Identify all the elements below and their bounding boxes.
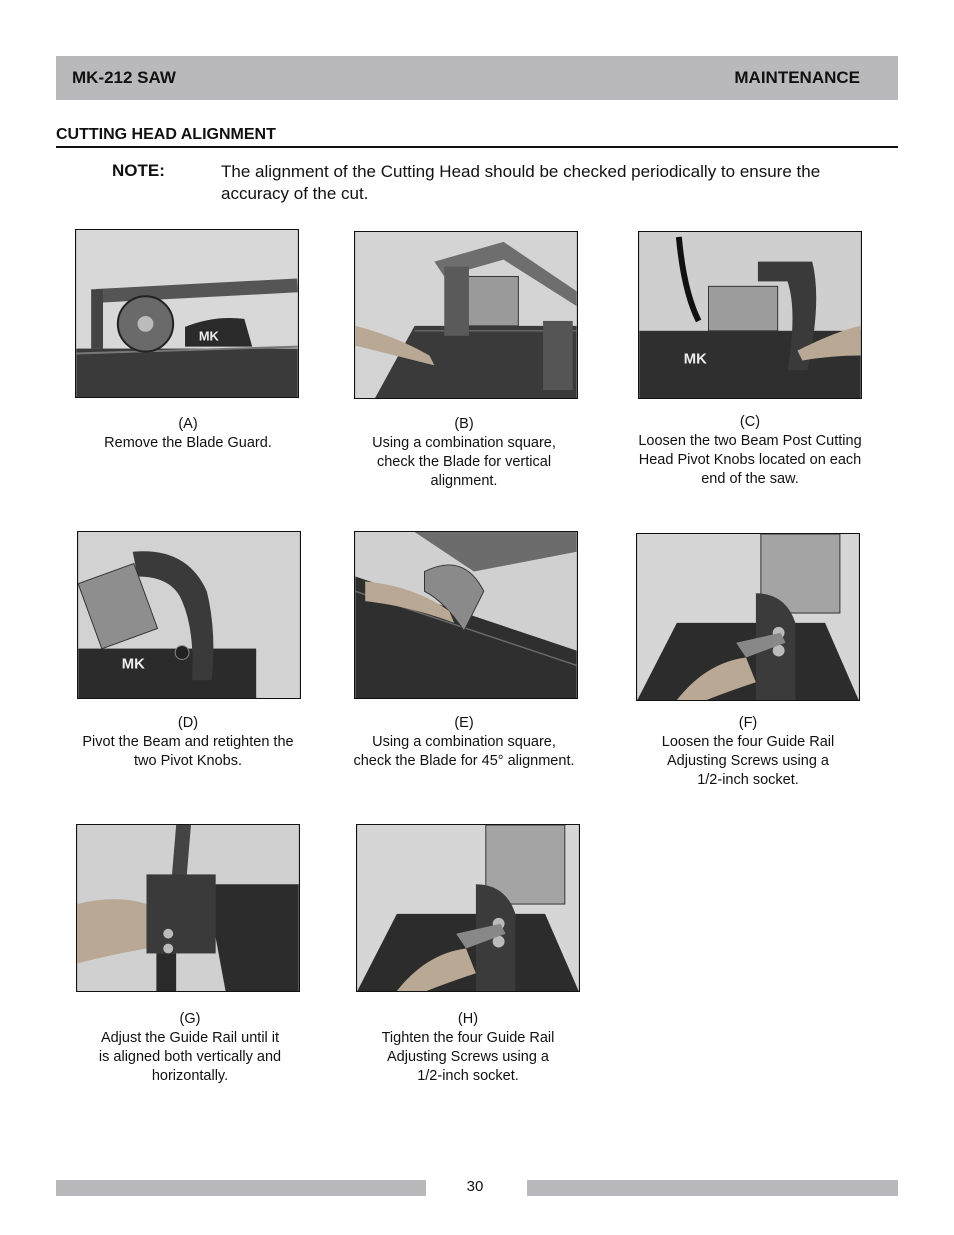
caption-letter: (C): [739, 414, 761, 430]
caption-text: Using a combination square, check the Blade for 45° alignment.: [353, 734, 575, 769]
caption-d: [58, 714, 318, 771]
note-text: The alignment of the Cutting Head should be checked periodically to ensure the accuracy of the cut.: [221, 162, 821, 203]
photo-h: [356, 824, 580, 992]
caption-letter: (D): [177, 715, 199, 731]
header-section: MAINTENANCE: [734, 68, 860, 87]
caption-text: Pivot the Beam and retighten the two Pivot Knobs.: [82, 734, 294, 769]
caption-letter: (B): [454, 416, 474, 432]
photo-e: [354, 531, 578, 699]
caption-c: [620, 413, 880, 489]
caption-text: Remove the Blade Guard.: [104, 435, 272, 451]
photo-d: [77, 531, 301, 699]
caption-letter: (A): [178, 416, 198, 432]
section-title: CUTTING HEAD ALIGNMENT: [56, 126, 898, 148]
svg-text:MK: MK: [683, 351, 707, 368]
photo-c: [638, 231, 862, 399]
caption-letter: (F): [738, 715, 758, 731]
caption-letter: (G): [179, 1011, 201, 1027]
caption-text: Adjust the Guide Rail until it is aligned both vertically and horizontally.: [98, 1030, 282, 1084]
note-label: NOTE:: [112, 161, 165, 180]
footer-bar-right: [527, 1180, 898, 1196]
footer-bar-left: [56, 1180, 426, 1196]
caption-e: [334, 714, 594, 771]
caption-text: Using a combination square, check the Blade for vertical alignment.: [372, 435, 556, 489]
photo-f: [636, 533, 860, 701]
svg-text:MK: MK: [121, 656, 145, 673]
caption-b: [334, 415, 594, 491]
svg-text:MK: MK: [198, 328, 219, 344]
page-number: 30: [466, 1178, 484, 1195]
caption-text: Loosen the four Guide Rail Adjusting Screws using a 1/2-inch socket.: [661, 734, 835, 788]
caption-text: Loosen the two Beam Post Cutting Head Pivot Knobs located on each end of the saw.: [638, 433, 862, 487]
header-model: MK-212 SAW: [72, 68, 176, 87]
photo-a: [75, 229, 299, 398]
caption-g: [60, 1010, 320, 1086]
caption-a: [58, 415, 318, 453]
caption-letter: (E): [454, 715, 474, 731]
photo-g: [76, 824, 300, 992]
caption-text: Tighten the four Guide Rail Adjusting Screws using a 1/2-inch socket.: [381, 1030, 555, 1084]
photo-b: [354, 231, 578, 399]
caption-h: [338, 1010, 598, 1086]
caption-letter: (H): [457, 1011, 479, 1027]
caption-f: [618, 714, 878, 790]
header-bar: [56, 56, 898, 100]
